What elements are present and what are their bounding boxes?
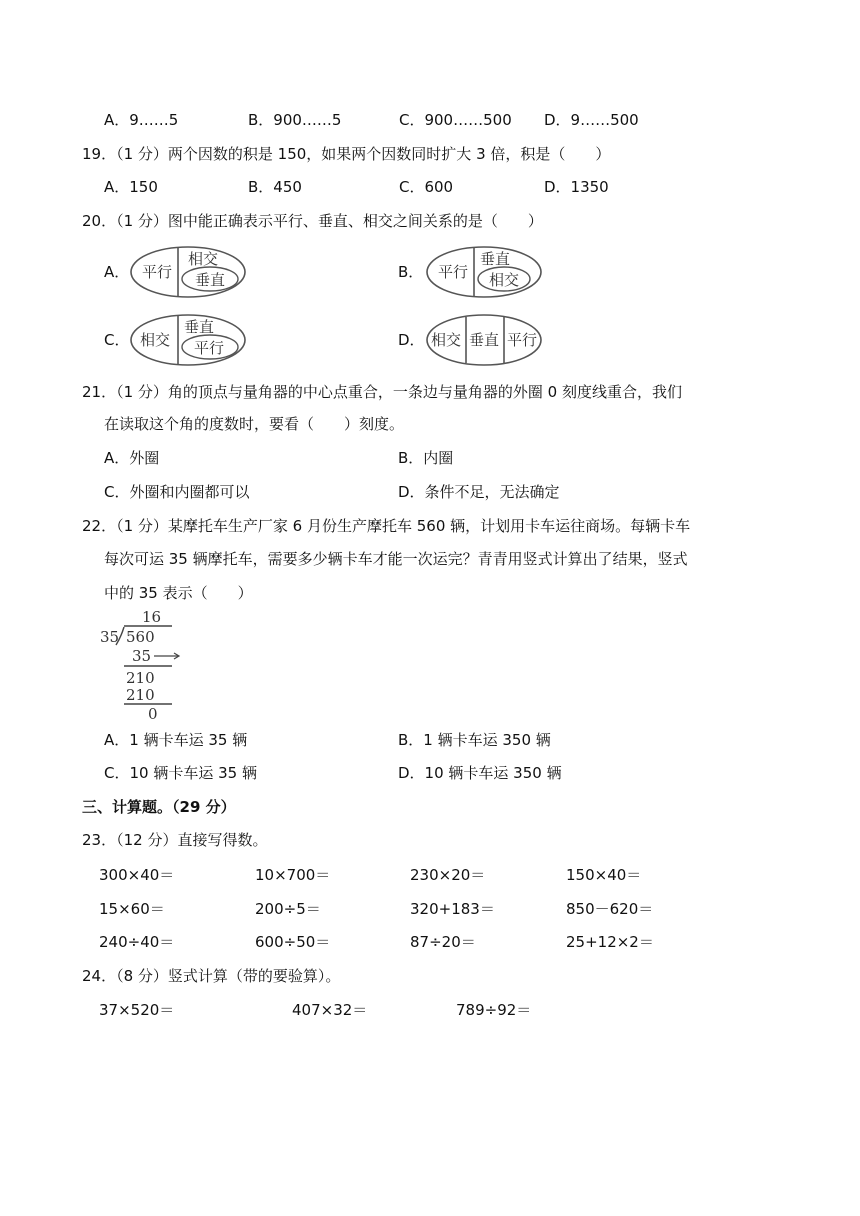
q23-stem: 23．（12 分）直接写得数。 xyxy=(82,831,268,849)
q18-option-c: C．900……500 xyxy=(399,111,512,129)
q23-item: 850－620＝ xyxy=(566,900,654,918)
q18-option-d: D．9……500 xyxy=(544,111,639,129)
q23-item: 150×40＝ xyxy=(566,866,642,884)
q22-stem-line3: 中的 35 表示（ ） xyxy=(104,584,253,602)
q23-item: 240÷40＝ xyxy=(99,933,175,951)
q20-c-inner-label: 平行 xyxy=(194,339,225,357)
q20-c-top-label: 垂直 xyxy=(184,318,215,336)
q20-b-top-label: 垂直 xyxy=(480,250,511,268)
q20-d-right-label: 平行 xyxy=(507,331,538,349)
q20-a-inner-label: 垂直 xyxy=(195,271,226,289)
q20-option-a-letter: A． xyxy=(104,263,130,281)
q20-option-b-letter: B． xyxy=(398,263,424,281)
q19-option-a: A．150 xyxy=(104,178,158,196)
q21-option-d: D．条件不足，无法确定 xyxy=(398,483,560,501)
q22-option-d: D．10 辆卡车运 350 辆 xyxy=(398,764,562,782)
q19-option-d: D．1350 xyxy=(544,178,609,196)
q20-c-left-label: 相交 xyxy=(140,331,171,349)
q19-stem: 19．（1 分）两个因数的积是 150，如果两个因数同时扩大 3 倍，积是（ ） xyxy=(82,145,611,163)
q20-diagram-c xyxy=(128,312,248,368)
q23-item: 15×60＝ xyxy=(99,900,165,918)
q20-a-top-label: 相交 xyxy=(188,250,219,268)
q20-option-d-letter: D． xyxy=(398,331,425,349)
q22-option-a: A．1 辆卡车运 35 辆 xyxy=(104,731,248,749)
q23-item: 87÷20＝ xyxy=(410,933,476,951)
division-divisor: 35 xyxy=(100,628,120,646)
q20-d-mid-label: 垂直 xyxy=(469,331,500,349)
division-step2: 210 xyxy=(126,669,155,687)
q20-stem: 20．（1 分）图中能正确表示平行、垂直、相交之间关系的是（ ） xyxy=(82,212,543,230)
q20-diagram-a xyxy=(128,244,248,300)
q24-stem: 24．（8 分）竖式计算（带的要验算）。 xyxy=(82,967,341,985)
q23-item: 230×20＝ xyxy=(410,866,486,884)
q21-option-a: A．外圈 xyxy=(104,449,160,467)
division-dividend: 560 xyxy=(126,628,155,646)
q20-b-left-label: 平行 xyxy=(438,263,469,281)
q24-item: 407×32＝ xyxy=(292,1001,368,1019)
q23-item: 600÷50＝ xyxy=(255,933,331,951)
q21-option-b: B．内圈 xyxy=(398,449,454,467)
division-quotient: 16 xyxy=(142,608,162,626)
q23-item: 200÷5＝ xyxy=(255,900,321,918)
q20-d-left-label: 相交 xyxy=(431,331,462,349)
q21-option-c: C．外圈和内圈都可以 xyxy=(104,483,250,501)
q23-item: 10×700＝ xyxy=(255,866,331,884)
q23-item: 320+183＝ xyxy=(410,900,495,918)
q22-option-c: C．10 辆卡车运 35 辆 xyxy=(104,764,257,782)
q21-stem-line2: 在读取这个角的度数时，要看（ ）刻度。 xyxy=(104,415,405,433)
q21-stem-line1: 21．（1 分）角的顶点与量角器的中心点重合，一条边与量角器的外圈 0 刻度线重合，我们 xyxy=(82,383,682,401)
q20-b-inner-label: 相交 xyxy=(489,271,520,289)
q19-option-c: C．600 xyxy=(399,178,454,196)
q20-a-left-label: 平行 xyxy=(142,263,173,281)
q22-stem-line1: 22．（1 分）某摩托车生产厂家 6 月份生产摩托车 560 辆，计划用卡车运往商场。每辆卡车 xyxy=(82,517,691,535)
q24-item: 789÷92＝ xyxy=(456,1001,532,1019)
q22-option-b: B．1 辆卡车运 350 辆 xyxy=(398,731,551,749)
q20-diagram-b xyxy=(424,244,544,300)
q23-item: 300×40＝ xyxy=(99,866,175,884)
q24-item: 37×520＝ xyxy=(99,1001,175,1019)
q22-stem-line2: 每次可运 35 辆摩托车，需要多少辆卡车才能一次运完？青青用竖式计算出了结果，竖式 xyxy=(104,550,688,568)
q19-option-b: B．450 xyxy=(248,178,302,196)
section-3-title: 三、计算题。（29 分） xyxy=(82,798,236,816)
q20-option-c-letter: C． xyxy=(104,331,130,349)
q20-diagram-d xyxy=(424,312,544,368)
division-step1: 35 xyxy=(132,647,152,665)
q18-option-b: B．900……5 xyxy=(248,111,342,129)
long-division-figure xyxy=(98,606,188,726)
division-remainder: 0 xyxy=(148,705,158,723)
division-step3: 210 xyxy=(126,686,155,704)
q18-option-a: A．9……5 xyxy=(104,111,179,129)
q23-item: 25+12×2＝ xyxy=(566,933,654,951)
